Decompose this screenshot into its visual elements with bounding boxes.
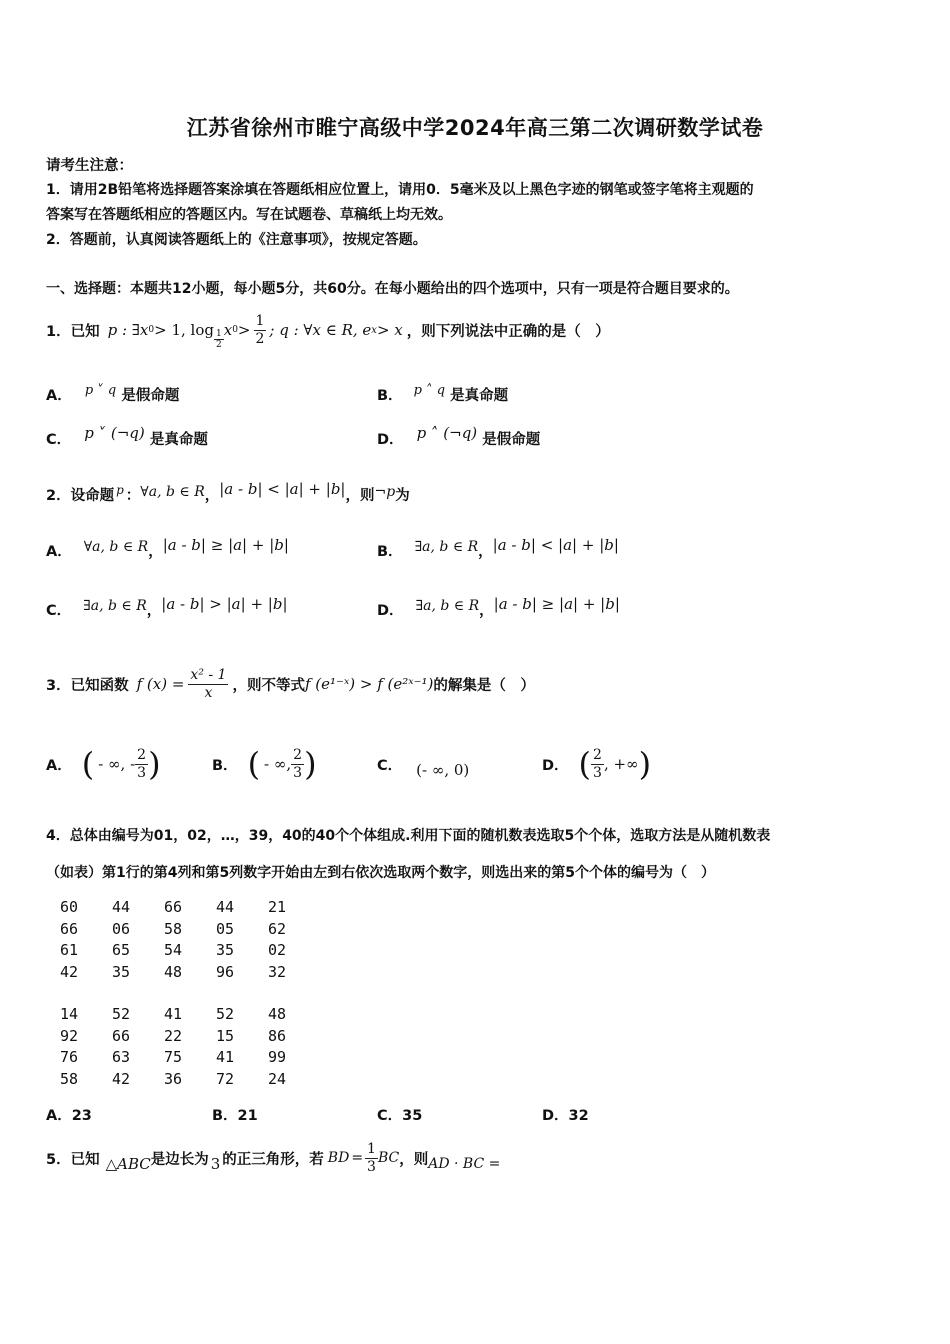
table-cell: 32 [268,962,287,981]
notice-line-1a: 1．请用2B铅笔将选择题答案涂填在答题纸相应位置上，请用0．5毫米及以上黑色字迹的钢笔或签字笔将主观题的 [46,182,754,198]
table-cell: 22 [164,1026,183,1045]
q1-sub0: 0 [148,325,155,335]
q3-option-c [377,738,469,790]
q2-d-comma: ， [479,603,494,619]
q2-option-b [377,535,619,561]
q1-b-label: B． [377,388,403,404]
question-1 [46,308,610,352]
q1-half-den: 2 [255,330,265,347]
page-title: 江苏省徐州市睢宁高级中学2024年高三第二次调研数学试卷 [186,116,764,140]
q1-math-b: > 1, log [154,321,214,339]
q2-colon: ： [125,488,141,504]
q5-then: ，则 [399,1151,429,1168]
q1-option-a [46,384,179,405]
notice-line-2: 2．答题前，认真阅读答题纸上的《注意事项》，按规定答题。 [46,232,427,248]
q2-option-d [377,594,620,620]
q3-a-lparen: ( [81,745,95,783]
table-cell: 52 [216,1005,235,1023]
table-cell: 48 [268,1005,287,1023]
table-cell: 24 [268,1069,287,1088]
q5-frac-num: 1 [367,1140,376,1157]
table-cell: 54 [164,941,183,959]
q2-prefix: 2．设命题 [46,488,115,504]
q5-equals: = [351,1150,364,1166]
q2-forall: ∀a, b ∈ R [140,483,205,500]
q2-comma: ， [204,488,220,504]
q4-option-c: C．35 [377,1108,423,1124]
q1-suffix: ，则下列说法中正确的是（ ） [406,323,610,340]
q3-b-num: 2 [293,746,303,763]
q4-option-b: B．21 [212,1108,258,1124]
table-cell: 41 [164,1005,183,1023]
table-cell: 86 [268,1026,287,1045]
q3-d-lparen: ( [578,745,592,783]
table-cell: 48 [164,962,183,981]
question-5 [46,1136,500,1180]
table-cell: 15 [216,1026,235,1045]
table-cell: 60 [60,898,79,916]
table-cell: 35 [112,962,131,981]
question-3 [46,660,535,708]
table-cell: 66 [60,919,79,938]
q4-line-2: （如表）第1行的第4列和第5列数字开始由左到右依次选取两个数字，则选出来的第5个个体的编号为（ ） [46,865,715,881]
q3-a-rparen: ) [148,745,161,783]
table-cell: 61 [60,941,79,959]
q3-d-num: 2 [593,746,602,763]
q3-b-interval: - ∞, [264,755,292,773]
q1-d-math: p ˄ (¬q) [416,424,478,442]
q3-c-label: C． [377,757,403,774]
q2-d-quant: ∃a, b ∈ R [415,597,480,614]
q3-d-frac [591,747,604,782]
table-cell: 58 [60,1069,79,1088]
q1-c-text: 是真命题 [149,432,208,448]
q1-d-text: 是假命题 [482,432,541,448]
q5-dot-product: AD · BC = [428,1156,501,1172]
table-cell: 58 [164,919,183,938]
table-cell: 96 [216,962,235,981]
table-cell: 66 [164,898,183,916]
q1-half-num: 1 [255,312,265,329]
table-cell: 63 [112,1048,131,1066]
q2-a-quant: ∀a, b ∈ R [83,538,149,555]
q5-frac [365,1141,378,1176]
q3-b-rparen: ) [304,745,317,783]
q3-d-den: 3 [593,764,602,781]
q1-b-math: p ˄ q [413,383,446,398]
table-cell: 65 [112,941,131,959]
q4-line-1: 4．总体由编号为01，02，…，39，40的40个个体组成.利用下面的随机数表选取5个个体，选取方法是从随机数表 [46,828,771,844]
q3-prefix: 3．已知函数 [46,677,129,694]
q2-p: p [116,482,124,497]
q1-sup: x [371,324,377,336]
table-cell: 75 [164,1048,183,1066]
q5-frac-den: 3 [367,1158,376,1175]
table-cell: 42 [60,962,79,981]
q5-mid1: 是边长为 [150,1151,209,1168]
q2-c-quant: ∃a, b ∈ R [83,597,147,614]
q2-ineq: |a - b| < |a| + |b| [219,479,346,498]
table-cell: 52 [112,1005,131,1023]
q3-option-d [542,738,651,790]
q5-vector-bd: BD [327,1150,350,1166]
table-cell: 42 [112,1069,131,1088]
q1-math-e: ; q : ∀x ∈ R, e [269,321,372,339]
q1-math-f: > x [376,321,403,339]
q3-d-rparen: ) [638,745,652,783]
q3-fx: f (x) = [136,675,185,693]
table-cell: 72 [216,1069,235,1088]
q3-a-label: A． [46,757,72,774]
question-2 [46,479,410,505]
notice-line-1b: 答案写在答题纸相应的答题区内。写在试题卷、草稿纸上均无效。 [46,207,452,223]
q3-num: x² - 1 [190,666,227,683]
q1-math-a: p : ∃x [107,321,149,339]
q1-log-base [214,329,224,350]
table-cell: 05 [216,919,235,938]
q5-vector-bc: BC [377,1150,400,1166]
q5-prefix: 5．已知 [46,1151,100,1168]
q3-option-b [212,738,317,790]
q1-c-math: p ˅ (¬q) [84,424,145,442]
q4-option-a: A．23 [46,1108,92,1124]
q5-three: 3 [210,1155,221,1173]
table-cell: 02 [268,941,287,959]
q3-a-den: 3 [137,764,147,781]
q2-c-label: C． [46,603,72,619]
q3-c-interval: (- ∞, 0) [416,761,470,779]
table-cell: 41 [216,1048,235,1066]
q3-fraction [188,667,228,702]
q3-a-frac [135,747,148,782]
q1-option-b [377,384,508,405]
q3-den: x [204,684,213,701]
q1-log-base-num: 1 [215,328,222,339]
q3-b-den: 3 [293,764,303,781]
table-cell: 92 [60,1026,79,1045]
q1-a-label: A． [46,388,72,404]
q2-a-label: A． [46,544,72,560]
q3-b-lparen: ( [247,745,261,783]
q2-b-quant: ∃a, b ∈ R [414,538,479,555]
q2-wei: 为 [395,488,410,504]
q1-half [254,313,267,348]
q1-d-label: D． [377,432,404,448]
table-cell: 36 [164,1069,183,1088]
q2-then: ，则 [345,488,375,504]
notice-header: 请考生注意： [46,158,133,174]
table-cell: 99 [268,1048,287,1066]
q1-log-base-den: 2 [215,339,222,350]
table-cell: 35 [216,941,235,959]
table-cell: 66 [112,1026,131,1045]
q2-option-c [46,594,288,620]
q2-b-comma: ， [478,544,493,560]
q1-b-text: 是真命题 [450,388,509,404]
q3-d-label: D． [542,757,569,774]
q5-mid2: 的正三角形，若 [222,1151,324,1168]
q1-option-c [46,424,208,449]
q2-d-label: D． [377,603,404,619]
q2-b-label: B． [377,544,403,560]
q1-a-math: p ˅ q [84,383,117,398]
q3-suffix: 的解集是（ ） [433,677,535,694]
table-cell: 44 [216,898,235,916]
q3-a-interval: - ∞, - [98,755,136,773]
q2-option-a [46,535,289,561]
random-number-table [60,898,320,1088]
q1-c-label: C． [46,432,72,448]
q2-negp: ¬p [374,483,396,500]
q3-a-num: 2 [137,746,147,763]
q5-triangle: △ABC [105,1155,151,1173]
q2-a-comma: ， [148,544,163,560]
q4-option-d: D．32 [542,1108,589,1124]
q3-ineq: f (e¹⁻ˣ) > f (e²ˣ⁻¹) [304,675,434,693]
q2-d-ineq: |a - b| ≥ |a| + |b| [493,594,620,613]
table-cell: 76 [60,1048,79,1066]
q2-b-ineq: |a - b| < |a| + |b| [492,535,619,554]
q2-c-comma: ， [146,603,162,619]
table-cell: 21 [268,898,287,916]
q3-option-a [46,738,161,790]
table-cell: 14 [60,1005,79,1023]
q1-math-c: x [223,321,233,339]
q3-b-label: B． [212,757,238,774]
q1-sub1: 0 [232,325,238,335]
table-cell: 62 [268,919,287,938]
q1-a-text: 是假命题 [121,388,180,404]
q1-option-d [377,424,541,449]
table-cell: 06 [112,919,131,938]
section-heading: 一、选择题：本题共12小题，每小题5分，共60分。在每小题给出的四个选项中，只有一项是符合题目要求的。 [46,281,739,297]
q3-mid: ，则不等式 [232,677,305,694]
q1-prefix: 1．已知 [46,323,100,340]
table-cell: 44 [112,898,131,916]
q1-math-d: > [237,321,251,339]
q2-a-ineq: |a - b| ≥ |a| + |b| [162,535,289,554]
q2-c-ineq: |a - b| > |a| + |b| [161,594,288,613]
q3-b-frac [291,747,304,782]
q3-d-interval: , +∞ [603,755,639,773]
